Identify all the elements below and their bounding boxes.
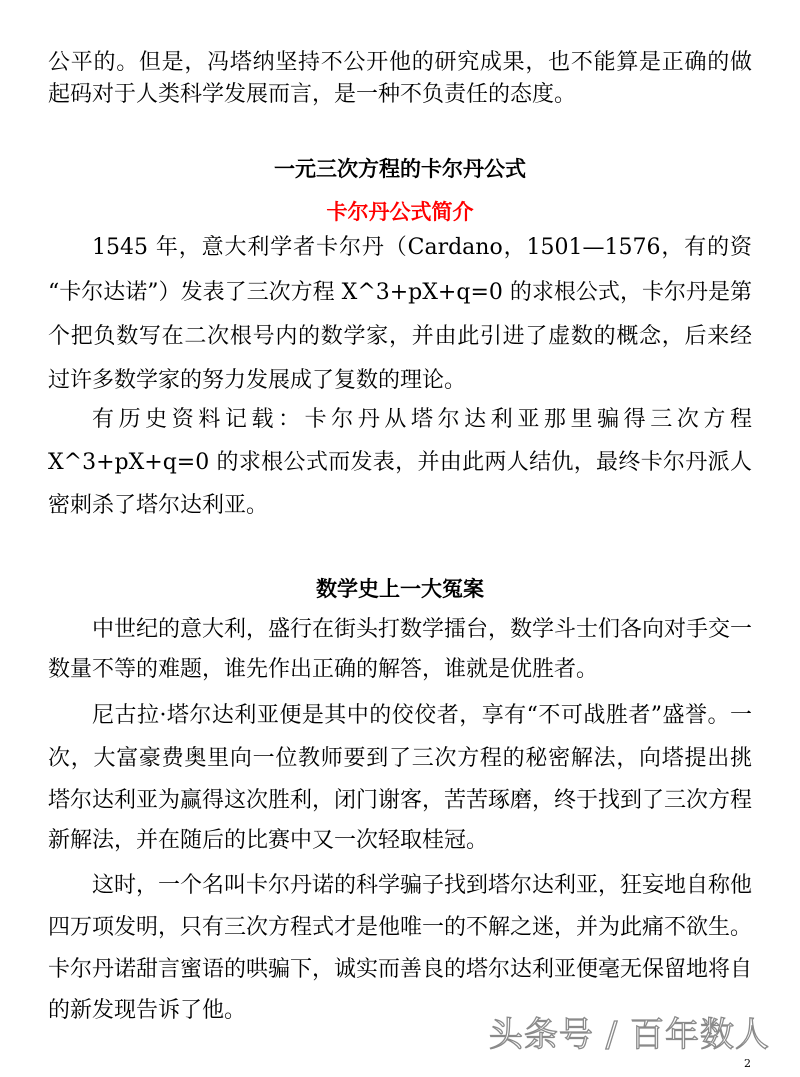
s1-p1-line-1: 1545 年，意大利学者卡尔丹（Cardano，1501—1576，有的资 [92, 235, 752, 260]
s2-p2-line-3: 塔尔达利亚为赢得这次胜利，闭门谢客，苦苦琢磨，终于找到了三次方程 [48, 788, 752, 813]
s2-p2-line-1: 尼古拉·塔尔达利亚便是其中的佼佼者，享有“不可战胜者”盛誉。一 [92, 703, 752, 728]
s2-p1-line-2: 数量不等的难题，谁先作出正确的解答，谁就是优胜者。 [48, 657, 599, 682]
s2-p1-line-1: 中世纪的意大利，盛行在街头打数学擂台，数学斗士们各向对手交一 [92, 617, 752, 642]
s1-p1-line-3: 个把负数写在二次根号内的数学家，并由此引进了虚数的概念，后来经 [48, 324, 752, 349]
s1-p1-line-2: “卡尔达诺”）发表了三次方程 X^3+pX+q=0 的求根公式，卡尔丹是第 [48, 280, 752, 305]
s2-p3-line-4: 的新发现告诉了他。 [48, 998, 247, 1023]
section-title-cardano-formula: 一元三次方程的卡尔丹公式 [274, 157, 526, 181]
s1-p2-line-1: 有历史资料记载：卡尔丹从塔尔达利亚那里骗得三次方程 [92, 407, 752, 432]
s1-p2-line-3: 密刺杀了塔尔达利亚。 [48, 493, 269, 518]
section-title-math-injustice: 数学史上一大冤案 [316, 577, 484, 601]
s2-p3-line-1: 这时，一个名叫卡尔丹诺的科学骗子找到塔尔达利亚，狂妄地自称他 [92, 873, 752, 898]
s2-p2-line-2: 次，大富豪费奥里向一位教师要到了三次方程的秘密解法，向塔提出挑 [48, 746, 752, 771]
s1-p1-line-4: 过许多数学家的努力发展成了复数的理论。 [48, 368, 467, 393]
section-subtitle-formula-intro: 卡尔丹公式简介 [326, 200, 474, 224]
s2-p3-line-3: 卡尔丹诺甜言蜜语的哄骗下，诚实而善良的塔尔达利亚便毫无保留地将自 [48, 957, 752, 982]
source-watermark: 头条号 / 百年数人 [488, 1015, 770, 1055]
s2-p3-line-2: 四万项发明，只有三次方程式才是他唯一的不解之迷，并为此痛不欲生。 [48, 915, 752, 940]
intro-line-1: 公平的。但是，冯塔纳坚持不公开他的研究成果，也不能算是正确的做 [48, 50, 752, 75]
intro-line-2: 起码对于人类科学发展而言，是一种不负责任的态度。 [48, 82, 577, 107]
s1-p2-line-2: X^3+pX+q=0 的求根公式而发表，并由此两人结仇，最终卡尔丹派人 [48, 450, 752, 475]
page-number: 2 [744, 1057, 751, 1070]
s2-p2-line-4: 新解法，并在随后的比赛中又一次轻取桂冠。 [48, 828, 489, 853]
